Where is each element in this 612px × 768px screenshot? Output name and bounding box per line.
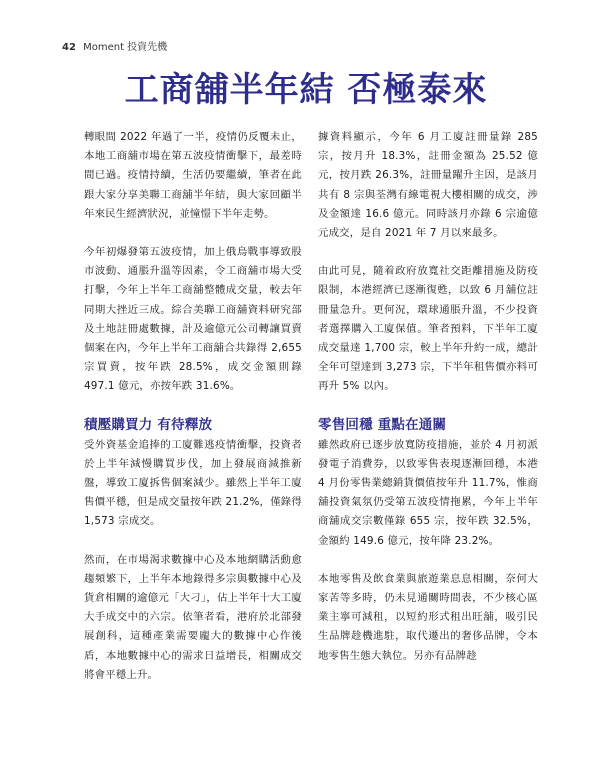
page-header (62, 38, 167, 53)
paragraph: 然而，在市場渴求數據中心及本地網購活動愈趨頻繁下，上半年本地錄得多宗與數據中心及貨倉相關的逾億元「大刁」，佔上半年十大工廈大手成交中的六宗。依筆者看，港府於北部發展創科，這種產業需要龐大的數據中心作後盾，本地數據中心的需求日益增長，相關成交將會平穩上升。 (84, 553, 302, 681)
right-column (318, 128, 538, 685)
paragraph: 本地零售及飲食業與旅遊業息息相關，奈何大家苦等多時，仍未見通關時間表，不少核心區業主寧可減租，以短約形式租出旺舖，吸引民生品牌趁機進駐，取代遷出的奢侈品牌，令本地零售生態大執位。另亦有品牌趁 (318, 572, 538, 662)
page-number: 42 (62, 42, 76, 53)
paragraph: 據資料顯示，今年 6 月工廈註冊量錄 285 宗，按月升 18.3%，註冊金額為 25.52 億元，按月跌 26.3%，註冊量躍升主因，是該月共有 8 宗與荃灣有線電視大樓相關的成交，涉及金額達 16.6 億元。同時該月亦錄 6 宗逾億元成交，是自 2021 年 7 月以來最多。 (318, 131, 538, 240)
left-column (84, 128, 302, 704)
subheading: 積壓購買力 有待釋放 (84, 416, 213, 433)
paragraph: 由此可見，隨着政府放寬社交距離措施及防疫限制，本港經濟已逐漸復甦，以致 6 月舖位註冊量急升。更何況，環球通脹升溫，不少投資者選擇購入工廈保值。筆者預料，下半年工廈成交量達 1,700 宗，較上半年升約一成，總計全年可望達到 3,273 宗，下半年租售價亦料可再升 5% 以內。 (318, 265, 538, 393)
paragraph: 雖然政府已逐步放寬防疫措施，並於 4 月初派發電子消費券，以致零售表現逐漸回穩，本港 4 月份零售業總銷貨價值按年升 11.7%，惟商舖投資氣氛仍受第五波疫情拖累，今年上半年商舖成交宗數僅錄 655 宗，按年跌 32.5%，金額約 149.6 億元，按年降 23.2%。 (318, 438, 538, 547)
subheading: 零售回穩 重點在通關 (318, 416, 447, 433)
paragraph: 轉眼間 2022 年過了一半，疫情仍反覆未止，本地工商舖市場在第五波疫情衝擊下，最差時間已過。疫情持續，生活仍要繼續，筆者在此跟大家分享美聯工商舖半年結，與大家回顧半年來民生經濟狀況，並憧憬下半年走勢。 (84, 131, 302, 220)
paragraph: 今年初爆發第五波疫情，加上俄烏戰事導致股市波動、通脹升溫等因素，令工商舖市場大受打擊，今年上半年工商舖整體成交量，較去年同期大挫近三成。綜合美聯工商舖資料研究部及土地註冊處數據，計及逾億元公司轉讓買賣個案在內，今年上半年工商舖合共錄得 2,655 宗買賣，按年跌 28.5%，成交金額則錄 497.1 億元，亦按年跌 31.6%。 (84, 246, 302, 393)
paragraph: 受外資基金追捧的工廈難逃疫情衝擊，投資者於上半年減慢購買步伐，加上發展商減推新盤，導致工廈拆售個案減少。雖然上半年工廈售價平穩，但是成交量按年跌 21.2%，僅錄得 1,573 宗成交。 (84, 438, 302, 528)
article-title: 工商舖半年結 否極泰來 (124, 70, 488, 110)
magazine-name: Moment 投資先機 (83, 42, 168, 53)
